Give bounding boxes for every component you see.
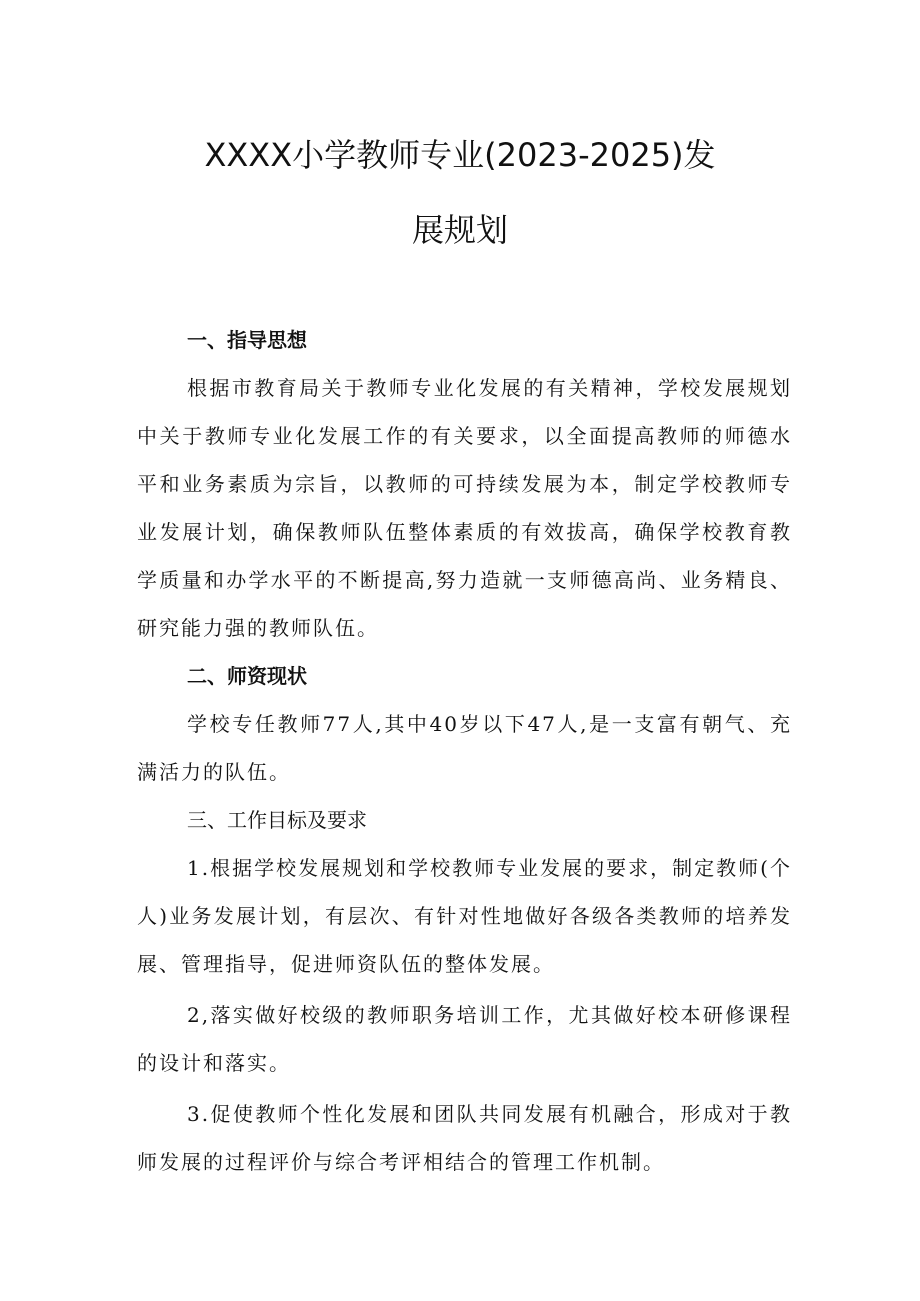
section-heading-guiding-ideology: 一、指导思想 [187,328,307,352]
section-paragraph: 3.促使教师个性化发展和团队共同发展有机融合，形成对于教师发展的过程评价与综合考评相结合的管理工作机制。 [137,1102,792,1174]
section-heading-work-goals: 三、工作目标及要求 [187,808,367,832]
document-title-line-1: XXXX小学教师专业(2023-2025)发 [204,136,716,174]
document-body [137,316,792,1186]
section-paragraph: 1.根据学校发展规划和学校教师专业发展的要求，制定教师(个人)业务发展计划，有层次、有针对性地做好各级各类教师的培养发展、管理指导，促进师资队伍的整体发展。 [137,856,792,976]
section-heading-teacher-status: 二、师资现状 [187,664,307,688]
section-paragraph: 学校专任教师77人,其中40岁以下47人,是一支富有朝气、充满活力的队伍。 [137,712,792,784]
section-paragraph: 2,落实做好校级的教师职务培训工作，尤其做好校本研修课程的设计和落实。 [137,1003,792,1075]
section-paragraph: 根据市教育局关于教师专业化发展的有关精神，学校发展规划中关于教师专业化发展工作的有关要求，以全面提高教师的师德水平和业务素质为宗旨，以教师的可持续发展为本，制定学校教师专业发展计划，确保教师队伍整体素质的有效拔高，确保学校教育教学质量和办学水平的不断提高,努力造就一支师德高尚、业务精良、研究能力强的教师队伍。 [137,376,792,640]
document-title-line-2: 展规划 [411,211,508,249]
